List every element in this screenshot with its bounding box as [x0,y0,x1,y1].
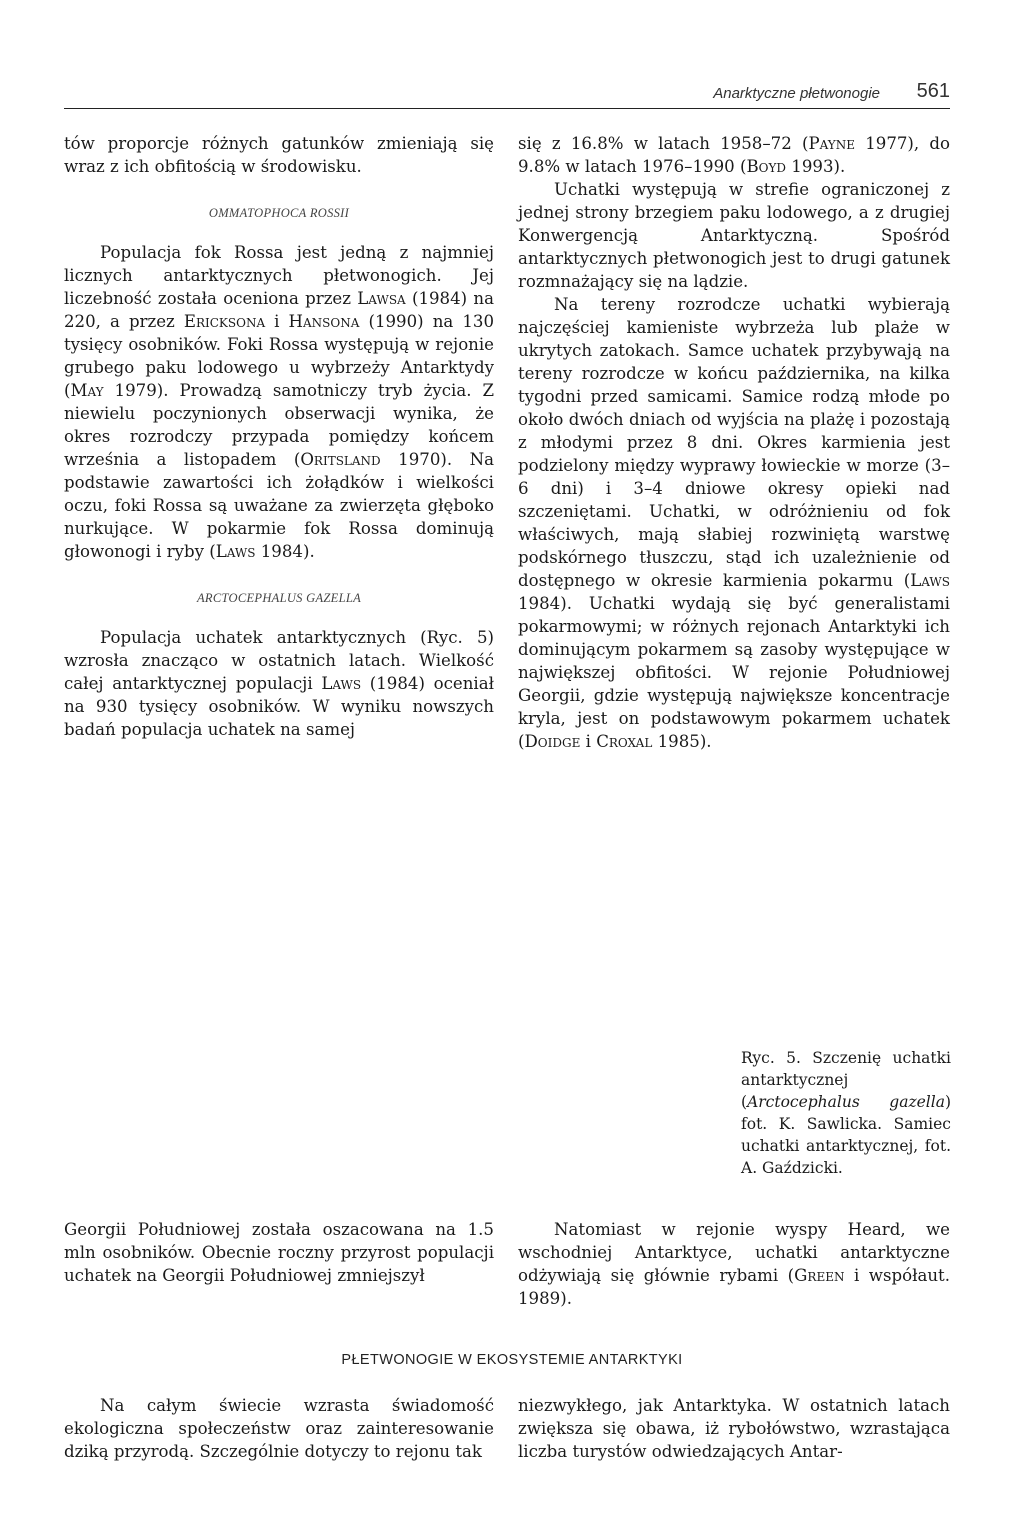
lower-right-text: Natomiast w rejonie wyspy Heard, we wschodniej Antarktyce, uchatki antarktyczne odżywiają się głównie rybami (Green i współaut. 1989). [518,1220,951,1308]
paragraph-fur-seal: Populacja uchatek antarktycznych (Ryc. 5) wzrosła znacząco w ostatnich latach. Wielkość całej antarktycznej populacji Laws (1984) oceniał na 930 tysięcy osobników. W wyniku nowszych badań populacja uchatek na samej [64,628,494,739]
section-heading: PŁETWONOGIE W EKOSYSTEMIE ANTARKTYKI [341,1352,683,1368]
lower-left-text: Georgii Południowej została oszacowana na 1.5 mln osobników. Obecnie roczny przyrost populacji uchatek na Georgii Południowej zmniejszył [64,1220,494,1285]
bottom-left-text: Na całym świecie wzrasta świadomość ekologiczna społeczeństw oraz zainteresowanie dziką przyrodą. Szczególnie dotyczy to rejonu tak [64,1396,494,1461]
figure-caption: Ryc. 5. Szczenię uchatki antarktycznej (Arctocephalus gazella) fot. K. Sawlicka. Samiec uchatki antarktycznej, fot. A. Gaździcki. [741,1049,951,1177]
page-number: 561 [916,80,950,102]
species-heading-ross-seal: OMMATOPHOCA ROSSII [208,206,350,220]
paragraph-habitat: Uchatki występują w strefie ograniczonej z jednej strony brzegiem paku lodowego, a z drugiej Konwergencją Antarktyczną. Spośród antarktycznych płetwonogich jest to drugi gatunek rozmnażający się na lądzie. [518,180,950,291]
paragraph-continuation-right: się z 16.8% w latach 1958–72 (Payne 1977), do 9.8% w latach 1976–1990 (Boyd 1993). [518,134,951,176]
bottom-right-text: niezwykłego, jak Antarktyka. W ostatnich latach zwiększa się obawa, iż rybołówstwo, wzrastająca liczba turystów odwiedzających Antar- [518,1396,950,1461]
species-heading-fur-seal: ARCTOCEPHALUS GAZELLA [196,591,362,605]
left-column [64,132,494,741]
right-column [518,132,950,753]
paragraph-ross-seal: Populacja fok Rossa jest jedną z najmniej licznych antarktycznych płetwonogich. Jej liczebność została oceniona przez Lawsa (1984) na 220, a przez Ericksona i Hansona (1990) na 130 tysięcy osobników. Foki Rossa występują w rejonie grubego paku lodowego u wybrzeży Antarktydy (May 1979). Prowadzą samotniczy tryb życia. Z niewielu poczynionych obserwacji wynika, że okres rozrodczy przypada pomiędzy końcem września a listopadem (Oritsland 1970). Na podstawie zawartości ich żołądków i wielkości oczu, foki Rossa są uważane za zwierzęta głęboko nurkujące. W pokarmie fok Rossa dominują głowonogi i ryby (Laws 1984). [64,243,495,561]
paragraph-breeding: Na tereny rozrodcze uchatki wybierają najczęściej kamieniste wybrzeża lub plaże w ukrytych zatokach. Samce uchatek przybywają na tereny rozrodcze w końcu października, na kilka tygodni przed samicami. Samice rodzą młode po około dwóch dniach od wyjścia na plażę i pozostają z młodymi przez 8 dni. Okres karmienia jest podzielony między wyprawy łowieckie w morze (3–6 dni) i 3–4 dniowe okresy opieki nad szczeniętami. Uchatki, w odróżnieniu od fok właściwych, mają słabiej rozwiniętą warstwę podskórnego tłuszczu, stąd ich uzależnienie od dostępnego w okresie karmienia pokarmu (Laws 1984). Uchatki wydają się być generalistami pokarmowymi; w różnych rejonach Antarktyki ich dominującym pokarmem są zasoby występujące w największej obfitości. W rejonie Południowej Georgii, gdzie występują największe koncentracje kryla, jest on podstawowym pokarmem uchatek (Doidge i Croxal 1985). [518,295,950,751]
running-title: Anarktyczne płetwonogie [713,85,880,102]
page-header [64,80,950,109]
paragraph-continuation: tów proporcje różnych gatunków zmieniają się wraz z ich obfitością w środowisku. [64,134,494,176]
